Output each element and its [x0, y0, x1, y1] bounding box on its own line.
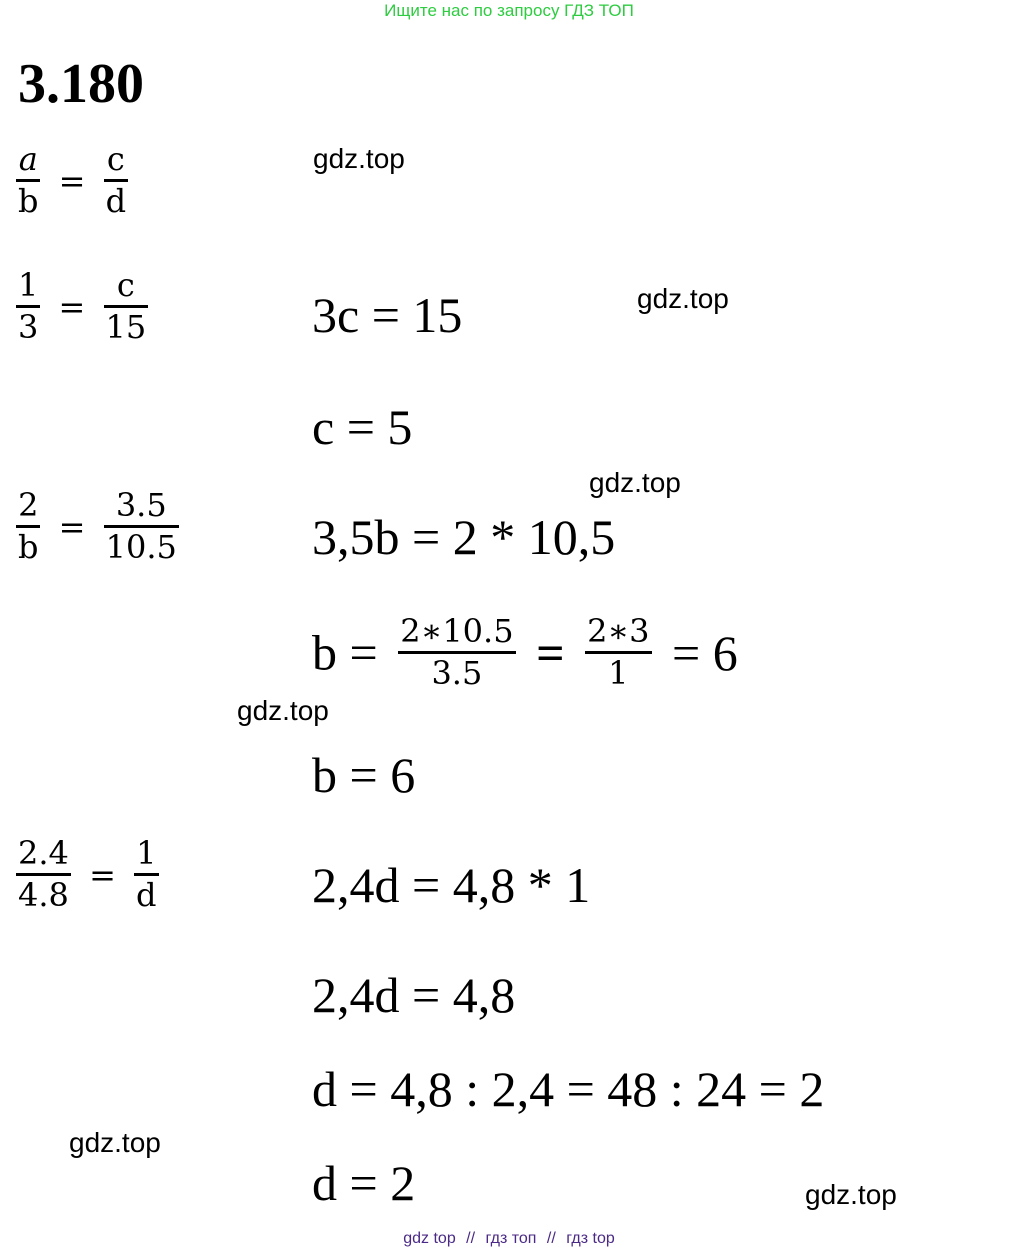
part1-step-1: 3c = 15 — [312, 287, 463, 343]
denominator: 3 — [18, 308, 39, 347]
search-banner: Ищите нас по запросу ГДЗ ТОП — [384, 1, 634, 20]
equals-sign: = — [89, 855, 116, 894]
part3-step-1: 2,4d = 4,8 * 1 — [312, 857, 591, 913]
fraction-2x10.5-3.5 — [398, 614, 515, 691]
numerator: c — [116, 266, 135, 304]
part1-step-2: c = 5 — [312, 399, 413, 455]
denominator: d — [105, 182, 127, 221]
watermark: gdz.top — [589, 467, 681, 498]
exercise-number: 3.180 — [18, 53, 144, 115]
watermark: gdz.top — [313, 143, 405, 174]
denominator: 1 — [608, 654, 629, 693]
fraction-1-3 — [16, 268, 40, 345]
rhs: = 6 — [672, 624, 738, 681]
numerator: 2∗10.5 — [400, 612, 514, 650]
part1-given — [16, 268, 148, 345]
denominator: 10.5 — [105, 528, 177, 567]
numerator: 3.5 — [115, 486, 167, 524]
equals-sign: = — [58, 287, 86, 326]
part2-given — [16, 488, 179, 565]
numerator: 2.4 — [18, 834, 69, 872]
numerator: a — [18, 140, 38, 178]
part2-step-1: 3,5b = 2 * 10,5 — [312, 509, 616, 565]
denominator: b — [18, 528, 39, 567]
lhs: b = — [312, 624, 378, 681]
numerator: 1 — [136, 834, 157, 872]
watermark: gdz.top — [237, 695, 329, 726]
part3-given — [16, 836, 159, 913]
numerator: c — [106, 140, 125, 178]
fraction-3.5-10.5 — [104, 488, 179, 565]
denominator: 3.5 — [431, 654, 483, 693]
numerator: 1 — [18, 266, 39, 304]
part2-step-3: b = 6 — [312, 747, 416, 803]
footer-separator: // — [466, 1230, 476, 1247]
footer-link[interactable]: gdz top — [403, 1230, 456, 1247]
watermark: gdz.top — [805, 1179, 897, 1210]
equals-sign: = — [536, 624, 565, 681]
equals-sign: = — [58, 161, 86, 200]
fraction-c-15 — [104, 268, 149, 345]
general-proportion — [16, 142, 128, 219]
denominator: 4.8 — [18, 876, 69, 915]
equals-sign: = — [58, 507, 86, 546]
fraction-c-d — [104, 142, 128, 219]
watermark: gdz.top — [637, 283, 729, 314]
denominator: b — [18, 182, 39, 221]
footer-link[interactable]: гдз топ — [485, 1230, 537, 1247]
fraction-a-b — [16, 142, 40, 219]
footer-link[interactable]: гдз top — [566, 1230, 615, 1247]
part2-step-2 — [312, 614, 738, 691]
watermark: gdz.top — [69, 1127, 161, 1158]
numerator: 2 — [18, 486, 39, 524]
fraction-2x3-1 — [585, 614, 651, 691]
fraction-1-d — [134, 836, 158, 913]
numerator: 2∗3 — [587, 612, 650, 650]
denominator: 15 — [105, 308, 147, 347]
fraction-2.4-4.8 — [16, 836, 71, 913]
footer-separator: // — [546, 1230, 556, 1247]
fraction-2-b — [16, 488, 40, 565]
part3-step-4: d = 2 — [312, 1155, 416, 1211]
part3-step-2: 2,4d = 4,8 — [312, 967, 516, 1023]
part3-step-3: d = 4,8 : 2,4 = 48 : 24 = 2 — [312, 1061, 825, 1117]
denominator: d — [136, 876, 157, 915]
footer-links — [0, 1230, 1018, 1248]
